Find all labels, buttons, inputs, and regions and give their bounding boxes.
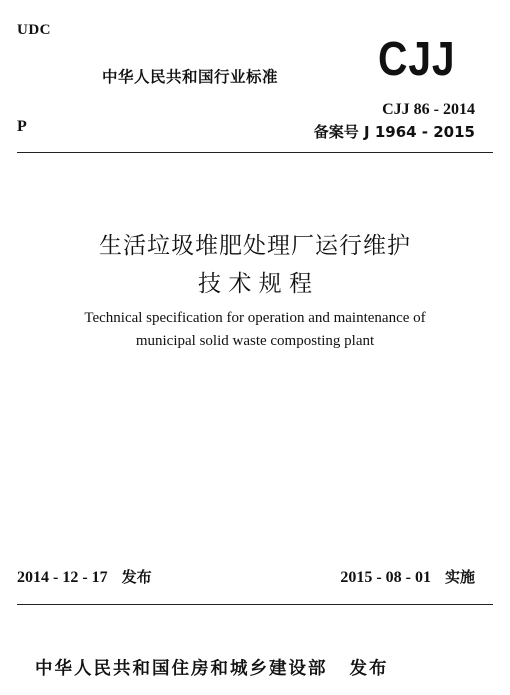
effective-date: 2015 - 08 - 01 <box>340 569 431 586</box>
title-english-line-2: municipal solid waste composting plant <box>135 333 375 349</box>
publish-date: 2014 - 12 - 17 <box>17 569 108 586</box>
effective-date-row <box>340 566 475 587</box>
issuer-label: 发布 <box>349 659 389 679</box>
top-divider <box>17 152 493 153</box>
publish-label: 发布 <box>121 568 152 586</box>
issuing-authority <box>35 655 389 680</box>
title-chinese-line-2: 技 术 规 程 <box>198 271 312 297</box>
classification-code: P <box>17 118 27 135</box>
effective-label: 实施 <box>444 568 475 586</box>
title-english-line-1: Technical specification for operation and maintenance of <box>84 310 426 326</box>
cjj-logo: CJJ <box>378 33 456 86</box>
record-number: 备案号 J 1964 - 2015 <box>313 123 475 141</box>
bottom-divider <box>17 604 493 605</box>
title-chinese-line-1: 生活垃圾堆肥处理厂运行维护 <box>99 233 411 259</box>
udc-label: UDC <box>17 22 51 38</box>
publish-date-row <box>17 566 152 587</box>
standard-code: CJJ 86 - 2014 <box>382 101 475 118</box>
issuer-name: 中华人民共和国住房和城乡建设部 <box>35 659 328 679</box>
standard-category: 中华人民共和国行业标准 <box>102 68 279 86</box>
